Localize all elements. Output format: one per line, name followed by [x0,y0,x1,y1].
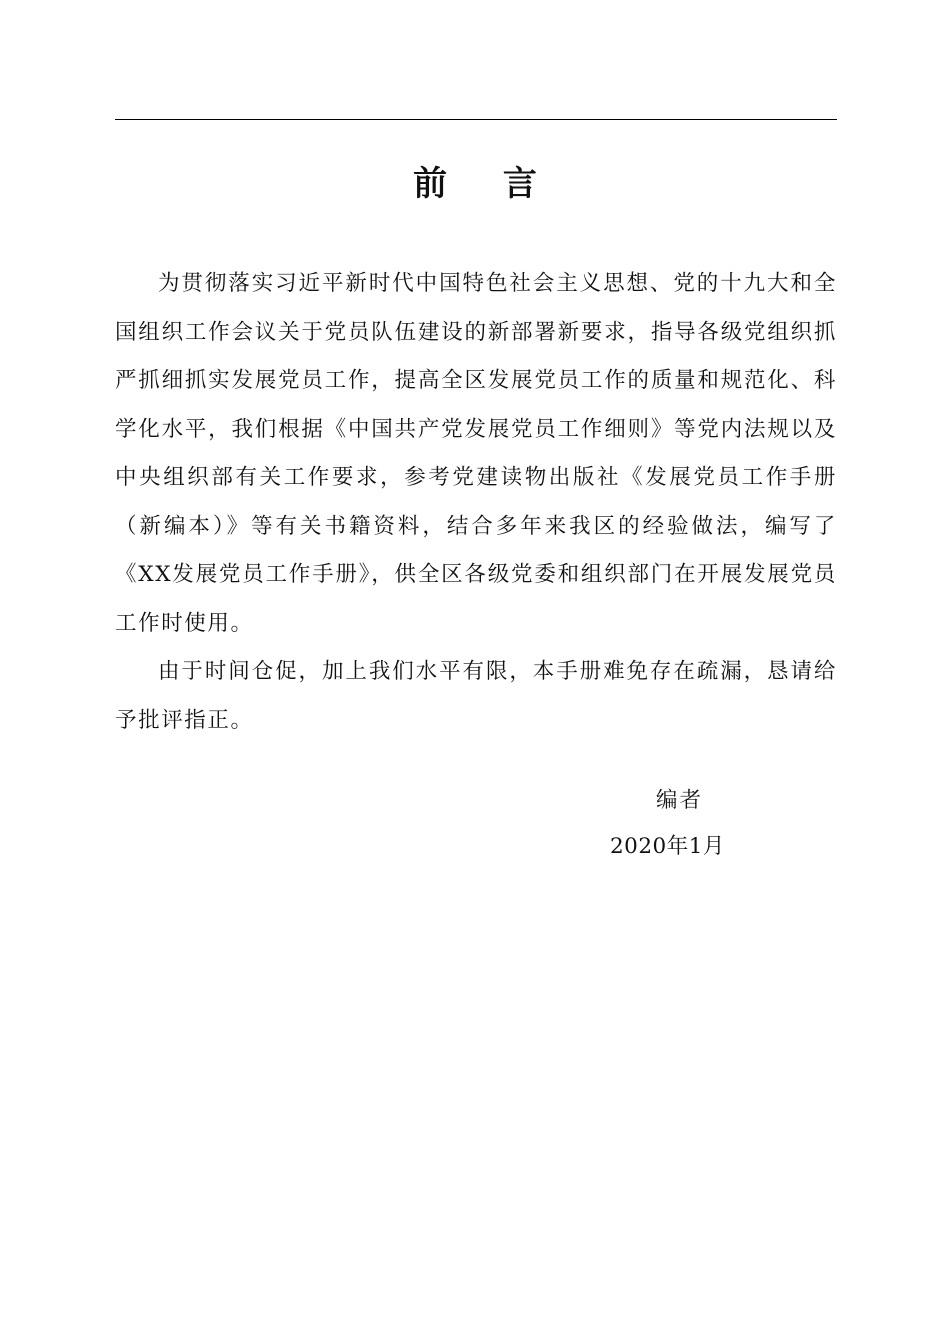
header-divider-line [115,119,837,120]
preface-paragraph-2: 由于时间仓促，加上我们水平有限，本手册难免存在疏漏，恳请给予批评指正。 [115,659,837,733]
page-title: 前 言 [413,164,559,204]
preface-body [115,260,837,745]
preface-paragraph-1: 为贯彻落实习近平新时代中国特色社会主义思想、党的十九大和全国组织工作会议关于党员队伍建设的新部署新要求，指导各级党组织抓严抓细抓实发展党员工作，提高全区发展党员工作的质量和规范化、科学化水平，我们根据《中国共产党发展党员工作细则》等党内法规以及中央组织部有关工作要求，参考党建读物出版社《发展党员工作手册（新编本）》等有关书籍资料，结合多年来我区的经验做法，编写了《XX发展党员工作手册》，供全区各级党委和组织部门在开展发展党员工作时使用。 [115,271,837,636]
signature-date: 2020年1月 [610,834,725,859]
signature-block [560,778,800,870]
signature-editor: 编者 [656,788,704,813]
